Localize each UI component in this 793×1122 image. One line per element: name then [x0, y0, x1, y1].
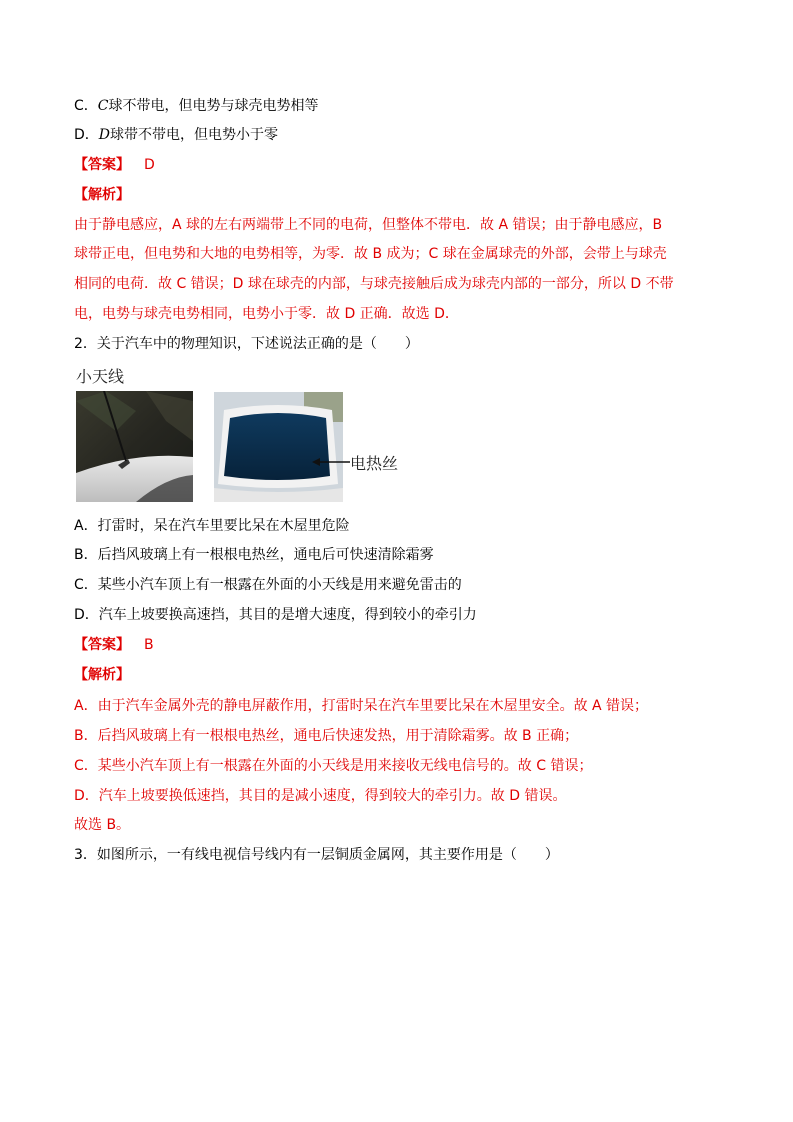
option-text: 球不带电，但电势与球壳电势相等 [108, 98, 319, 114]
q1-option-d [74, 125, 278, 145]
answer-value: D [144, 157, 155, 173]
q2-option-a: A．打雷时，呆在汽车里要比呆在木屋里危险 [74, 518, 350, 534]
rear-window-image [214, 392, 343, 502]
answer-label: 【答案】 [74, 637, 130, 653]
rear-window-photo [214, 392, 343, 502]
q1-analysis-line: 电，电势与球壳电势相同，电势小于零．故 D 正确．故选 D． [74, 306, 459, 322]
q2-analysis-line: B．后挡风玻璃上有一根根电热丝，通电后快速发热，用于清除霜雾。故 B 正确； [74, 728, 579, 744]
q2-analysis-line: C．某些小汽车顶上有一根露在外面的小天线是用来接收无线电信号的。故 C 错误； [74, 758, 593, 774]
q2-answer [74, 635, 154, 655]
option-symbol: C [97, 98, 109, 114]
option-text: 球带不带电，但电势小于零 [110, 127, 279, 143]
arrow-icon [312, 455, 350, 469]
answer-value: B [144, 637, 154, 653]
q2-analysis-label: 【解析】 [74, 667, 130, 683]
option-symbol: D [98, 127, 111, 143]
q2-analysis-line: D．汽车上坡要换低速挡，其目的是减小速度，得到较大的牵引力。故 D 错误。 [74, 788, 567, 804]
q2-analysis-line: 故选 B。 [74, 817, 131, 833]
car-roof-image [76, 391, 193, 502]
q1-analysis-label: 【解析】 [74, 187, 130, 203]
arrow-to-wire [312, 454, 350, 468]
q1-analysis-line: 相同的电荷．故 C 错误；D 球在球壳的内部，与球壳接触后成为球壳内部的一部分，所以 D 不带 [74, 276, 674, 292]
option-letter: C． [74, 98, 98, 114]
q2-option-c: C．某些小汽车顶上有一根露在外面的小天线是用来避免雷击的 [74, 577, 462, 593]
q1-answer [74, 155, 155, 175]
q1-option-c [74, 96, 319, 116]
figure-label-antenna: 小天线 [76, 367, 125, 386]
figure-label-wire: 电热丝 [350, 454, 399, 473]
option-letter: D． [74, 127, 99, 143]
q1-analysis-line: 由于静电感应，A 球的左右两端带上不同的电荷，但整体不带电．故 A 错误；由于静电感应，B [74, 217, 663, 233]
answer-label: 【答案】 [74, 157, 130, 173]
q1-analysis-line: 球带正电，但电势和大地的电势相等，为零．故 B 成为；C 球在金属球壳的外部，会带上与球壳 [74, 246, 667, 262]
q3-stem: 3．如图所示，一有线电视信号线内有一层铜质金属网，其主要作用是（ ） [74, 847, 559, 863]
q2-option-d: D．汽车上坡要换高速挡，其目的是增大速度，得到较小的牵引力 [74, 607, 477, 623]
antenna-photo [76, 391, 193, 502]
q2-option-b: B．后挡风玻璃上有一根根电热丝，通电后可快速清除霜雾 [74, 547, 434, 563]
q2-stem: 2．关于汽车中的物理知识，下述说法正确的是（ ） [74, 336, 419, 352]
q2-analysis-line: A．由于汽车金属外壳的静电屏蔽作用，打雷时呆在汽车里要比呆在木屋里安全。故 A 错误； [74, 698, 649, 714]
